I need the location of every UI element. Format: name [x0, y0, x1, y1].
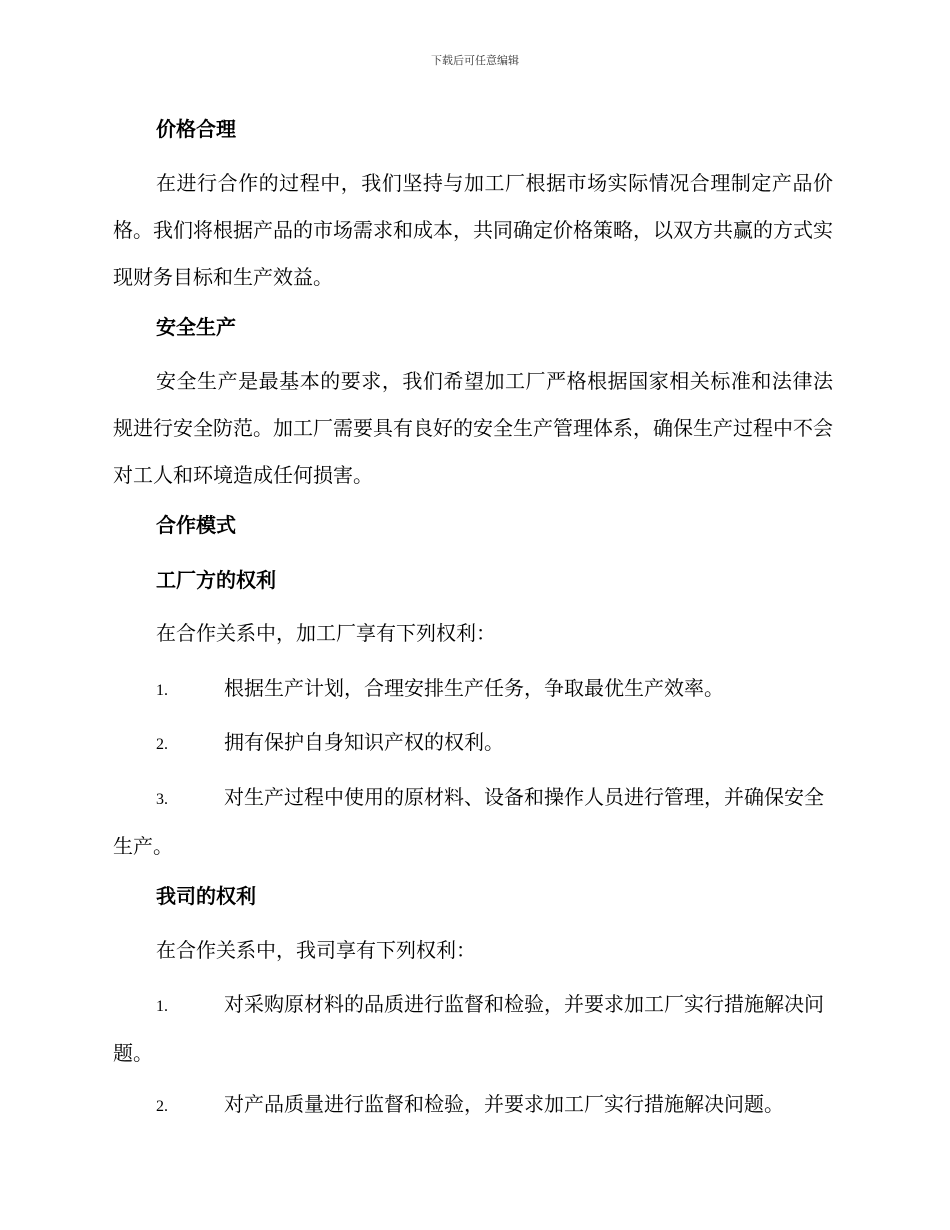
- section-heading-factory-rights: 工厂方的权利: [156, 568, 276, 592]
- list-item: [113, 1081, 833, 1130]
- section-body-safety: 安全生产是最基本的要求，我们希望加工厂严格根据国家相关标准和法律法规进行安全防范。加工厂需要具有良好的安全生产管理体系，确保生产过程中不会对工人和环境造成任何损害。: [113, 369, 833, 487]
- list-item-text: 对生产过程中使用的原材料、设备和操作人员进行管理，并确保安全生产。: [113, 785, 824, 858]
- list-item: [113, 665, 833, 714]
- list-item-text: 对采购原材料的品质进行监督和检验，并要求加工厂实行措施解决问题。: [113, 992, 824, 1065]
- list-item-text: 对产品质量进行监督和检验，并要求加工厂实行措施解决问题。: [224, 1092, 784, 1116]
- company-rights-intro: 在合作关系中，我司享有下列权利：: [156, 938, 476, 962]
- list-item-number: 1.: [156, 682, 168, 699]
- list-item-number: 3.: [156, 791, 168, 808]
- list-item: [113, 774, 833, 870]
- section-heading-company-rights: 我司的权利: [156, 884, 256, 908]
- list-item-number: 1.: [156, 998, 168, 1015]
- section-heading-safety: 安全生产: [156, 315, 236, 339]
- list-item-text: 拥有保护自身知识产权的权利。: [224, 730, 504, 754]
- header-note: 下载后可任意编辑: [431, 54, 519, 67]
- section-heading-price: 价格合理: [156, 117, 236, 141]
- list-item: [113, 981, 833, 1077]
- section-body-price: 在进行合作的过程中，我们坚持与加工厂根据市场实际情况合理制定产品价格。我们将根据产品的市场需求和成本，共同确定价格策略，以双方共赢的方式实现财务目标和生产效益。: [113, 171, 833, 289]
- list-item-number: 2.: [156, 1098, 168, 1115]
- factory-rights-intro: 在合作关系中，加工厂享有下列权利：: [156, 621, 496, 645]
- list-item: [113, 719, 833, 768]
- section-heading-mode: 合作模式: [156, 513, 236, 537]
- list-item-number: 2.: [156, 736, 168, 753]
- list-item-text: 根据生产计划，合理安排生产任务，争取最优生产效率。: [224, 676, 724, 700]
